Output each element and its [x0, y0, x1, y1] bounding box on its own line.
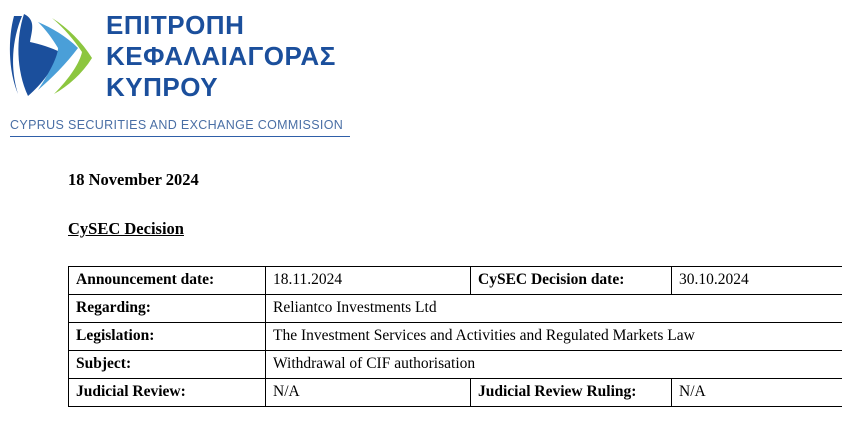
- decision-date-value: 30.10.2024: [672, 267, 842, 295]
- document-date: 18 November 2024: [68, 170, 199, 189]
- cysec-logo-mark: [8, 8, 98, 100]
- legislation-value: The Investment Services and Activities and Regulated Markets Law: [266, 323, 842, 351]
- decision-table-body: [69, 267, 842, 407]
- logo-divider: [10, 136, 350, 137]
- cysec-logo: [8, 6, 528, 131]
- cysec-logo-subtitle: CYPRUS SECURITIES AND EXCHANGE COMMISSION: [10, 118, 344, 132]
- judicial-review-ruling-value: N/A: [672, 379, 842, 407]
- logo-title-line-2: ΚΕΦΑΛΑΙΑΓΟΡΑΣ: [106, 41, 336, 71]
- logo-title-line-3: ΚΥΠΡΟΥ: [106, 72, 219, 102]
- decision-table: [68, 266, 842, 407]
- judicial-review-value: N/A: [266, 379, 471, 407]
- cysec-logo-title: [106, 10, 336, 103]
- document-heading: CySEC Decision: [68, 219, 184, 238]
- table-row: [69, 351, 842, 379]
- legislation-label: Legislation:: [69, 323, 266, 351]
- logo-title-line-1: ΕΠΙΤΡΟΠΗ: [106, 10, 245, 40]
- regarding-label: Regarding:: [69, 295, 266, 323]
- table-row: [69, 379, 842, 407]
- table-row: [69, 267, 842, 295]
- subject-value: Withdrawal of CIF authorisation: [266, 351, 842, 379]
- judicial-review-label: Judicial Review:: [69, 379, 266, 407]
- subject-label: Subject:: [69, 351, 266, 379]
- decision-date-label: CySEC Decision date:: [471, 267, 672, 295]
- table-row: [69, 295, 842, 323]
- regarding-value: Reliantco Investments Ltd: [266, 295, 842, 323]
- announcement-date-label: Announcement date:: [69, 267, 266, 295]
- announcement-date-value: 18.11.2024: [266, 267, 471, 295]
- judicial-review-ruling-label: Judicial Review Ruling:: [471, 379, 672, 407]
- decision-table-wrapper: [68, 266, 840, 407]
- table-row: [69, 323, 842, 351]
